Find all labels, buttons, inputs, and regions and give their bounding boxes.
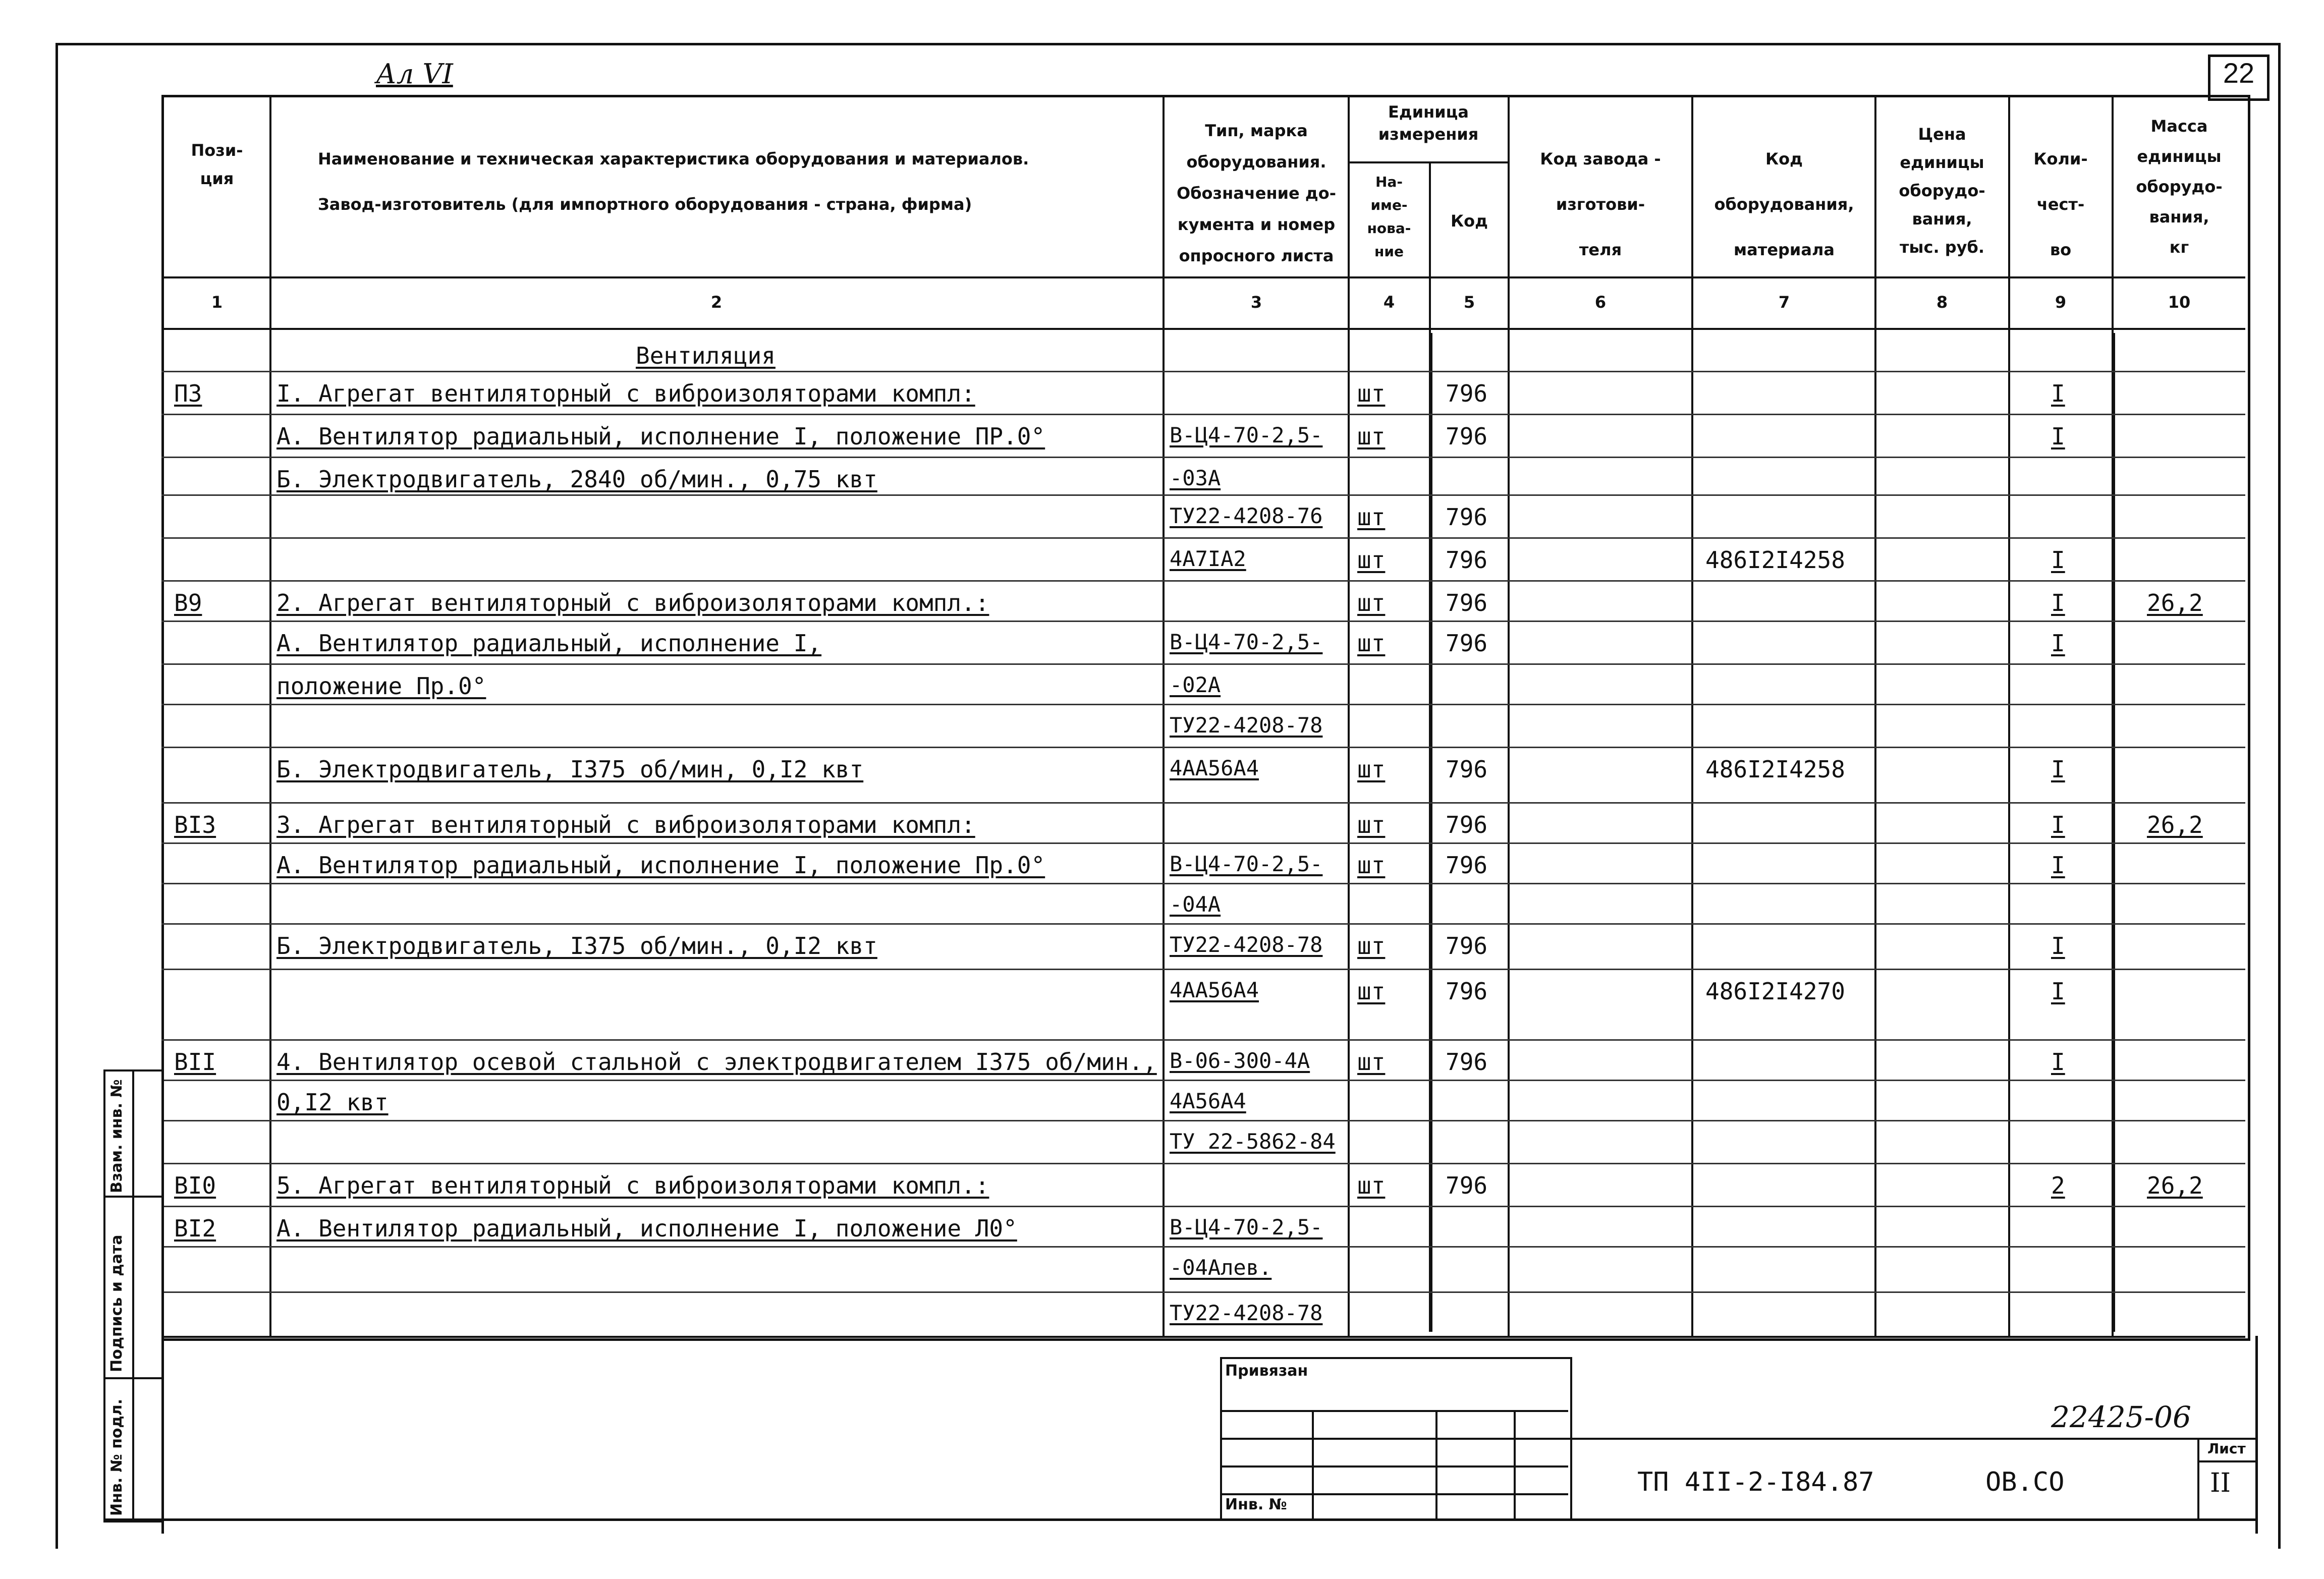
col-number: 5 bbox=[1463, 293, 1475, 312]
cell-pos: П3 bbox=[174, 380, 202, 407]
cell-code: 796 bbox=[1446, 978, 1488, 1005]
col-number: 1 bbox=[211, 293, 223, 312]
cell-unit: шт bbox=[1357, 978, 1386, 1005]
section-title: Вентиляция bbox=[636, 342, 776, 369]
col-number: 7 bbox=[1778, 293, 1790, 312]
cell-name: А. Вентилятор радиальный, исполнение I, положение Л0° bbox=[276, 1215, 1017, 1242]
cell-name: Б. Электродвигатель, I375 об/мин., 0,I2 квт bbox=[276, 932, 877, 960]
cell-type: ТУ 22-5862-84 bbox=[1170, 1129, 1336, 1154]
col-number: 3 bbox=[1250, 293, 1262, 312]
col-number: 6 bbox=[1594, 293, 1607, 312]
doc-code: ТП 4II-2-I84.87 bbox=[1637, 1467, 1874, 1497]
cell-unit: шт bbox=[1357, 630, 1386, 657]
album-mark: Ал VI bbox=[376, 58, 453, 90]
cell-mass: 26,2 bbox=[2147, 589, 2203, 616]
side-label-vzam: Взам. инв. № bbox=[108, 1079, 126, 1193]
cell-qty: I bbox=[2051, 380, 2065, 407]
cell-type: 4А56А4 bbox=[1170, 1089, 1246, 1113]
row-divider bbox=[161, 842, 2245, 844]
cell-qty: 2 bbox=[2051, 1172, 2065, 1199]
cell-name: А. Вентилятор радиальный, исполнение I, положение Пр.0° bbox=[276, 852, 1045, 879]
row-divider bbox=[161, 1163, 2245, 1164]
cell-qty: I bbox=[2051, 630, 2065, 657]
cell-type: -04А bbox=[1170, 892, 1221, 917]
row-divider bbox=[161, 494, 2245, 496]
stamp-tied-label: Привязан bbox=[1225, 1362, 1308, 1380]
cell-type: В-Ц4-70-2,5- bbox=[1170, 1215, 1323, 1239]
row-divider bbox=[161, 969, 2245, 970]
cell-qty: I bbox=[2051, 756, 2065, 783]
row-divider bbox=[161, 704, 2245, 705]
cell-code: 796 bbox=[1446, 852, 1488, 879]
cell-mass: 26,2 bbox=[2147, 1172, 2203, 1199]
row-divider bbox=[161, 883, 2245, 884]
cell-qty: I bbox=[2051, 1048, 2065, 1076]
col-number: 2 bbox=[710, 293, 723, 312]
cell-name: положение Пр.0° bbox=[276, 672, 486, 700]
row-divider bbox=[161, 1080, 2245, 1081]
row-divider bbox=[161, 1291, 2245, 1293]
cell-name: 3. Агрегат вентиляторный с виброизоляторами компл: bbox=[276, 811, 975, 838]
row-divider bbox=[161, 802, 2245, 804]
col8-header: Цена единицы оборудо- вания, тыс. руб. bbox=[1899, 125, 1985, 257]
cell-qty: I bbox=[2051, 932, 2065, 960]
cell-equip: 486I2I4258 bbox=[1705, 756, 1845, 783]
cell-pos: ВI0 bbox=[174, 1172, 216, 1199]
row-divider bbox=[161, 537, 2245, 539]
row-divider bbox=[161, 663, 2245, 665]
cell-code: 796 bbox=[1446, 1172, 1488, 1199]
side-label-inv-podl: Инв. № подл. bbox=[108, 1398, 126, 1516]
cell-unit: шт bbox=[1357, 932, 1386, 960]
cell-unit: шт bbox=[1357, 852, 1386, 879]
cell-qty: I bbox=[2051, 423, 2065, 450]
top-left-frame-line bbox=[56, 43, 2276, 45]
cell-equip: 486I2I4270 bbox=[1705, 978, 1845, 1005]
stamp-inv-label: Инв. № bbox=[1225, 1496, 1287, 1513]
cell-type: ТУ22-4208-78 bbox=[1170, 713, 1323, 738]
unit-header: Единица измерения bbox=[1378, 102, 1479, 144]
sheet-top-number: 22 bbox=[2223, 57, 2255, 89]
cell-type: -02А bbox=[1170, 672, 1221, 697]
cell-code: 796 bbox=[1446, 589, 1488, 616]
col-number: 4 bbox=[1383, 293, 1395, 312]
cell-type: В-06-300-4А bbox=[1170, 1048, 1310, 1073]
sheet-label: Лист bbox=[2207, 1440, 2246, 1457]
cell-unit: шт bbox=[1357, 589, 1386, 616]
cell-type: В-Ц4-70-2,5- bbox=[1170, 630, 1323, 654]
cell-type: 4АА56А4 bbox=[1170, 978, 1259, 1002]
cell-unit: шт bbox=[1357, 756, 1386, 783]
cell-type: ТУ22-4208-78 bbox=[1170, 932, 1323, 957]
col3-header: Тип, марка оборудования. Обозначение до- кумента и номер опросного листа bbox=[1177, 121, 1336, 265]
cell-code: 796 bbox=[1446, 756, 1488, 783]
cell-mass: 26,2 bbox=[2147, 811, 2203, 838]
cell-equip: 486I2I4258 bbox=[1705, 546, 1845, 574]
cell-name: 4. Вентилятор осевой стальной с электродвигателем I375 об/мин., bbox=[276, 1048, 1157, 1076]
cell-name: I. Агрегат вентиляторный с виброизоляторами компл: bbox=[276, 380, 975, 407]
col10-header: Масса единицы оборудо- вания, кг bbox=[2136, 117, 2223, 257]
col-number: 10 bbox=[2168, 293, 2191, 312]
row-divider bbox=[161, 923, 2245, 925]
cell-type: -03А bbox=[1170, 466, 1221, 490]
cell-qty: I bbox=[2051, 852, 2065, 879]
cell-type: В-Ц4-70-2,5- bbox=[1170, 423, 1323, 447]
cell-name: 5. Агрегат вентиляторный с виброизоляторами компл.: bbox=[276, 1172, 989, 1199]
cell-type: 4АА56А4 bbox=[1170, 756, 1259, 780]
row-divider bbox=[161, 1039, 2245, 1041]
row-divider bbox=[161, 457, 2245, 458]
cell-type: -04Алев. bbox=[1170, 1255, 1272, 1280]
cell-qty: I bbox=[2051, 589, 2065, 616]
row-divider bbox=[161, 1120, 2245, 1121]
col1-header: Пози- ция bbox=[191, 141, 243, 188]
cell-code: 796 bbox=[1446, 811, 1488, 838]
cell-unit: шт bbox=[1357, 546, 1386, 574]
sheet-number: II bbox=[2210, 1468, 2231, 1498]
col5-header: Код bbox=[1451, 211, 1488, 231]
cell-unit: шт bbox=[1357, 503, 1386, 531]
cell-qty: I bbox=[2051, 811, 2065, 838]
col2-header: Наименование и техническая характеристика оборудования и материалов. Завод-изготовитель (для импортного оборудования - страна, фирма) bbox=[318, 149, 1029, 214]
cell-code: 796 bbox=[1446, 1048, 1488, 1076]
col4-header: На- име- нова- ние bbox=[1367, 174, 1411, 260]
cell-name: А. Вентилятор радиальный, исполнение I, положение ПР.0° bbox=[276, 423, 1045, 450]
cell-name: Б. Электродвигатель, 2840 об/мин., 0,75 квт bbox=[276, 466, 877, 493]
row-divider bbox=[161, 371, 2245, 372]
row-divider bbox=[161, 747, 2245, 748]
row-divider bbox=[161, 621, 2245, 622]
cell-code: 796 bbox=[1446, 546, 1488, 574]
cell-type: В-Ц4-70-2,5- bbox=[1170, 852, 1323, 876]
col6-header: Код завода - изготови- теля bbox=[1540, 149, 1661, 259]
cell-code: 796 bbox=[1446, 932, 1488, 960]
cell-type: ТУ22-4208-76 bbox=[1170, 503, 1323, 528]
cell-type: 4А7IА2 bbox=[1170, 546, 1246, 571]
col7-header: Код оборудования, материала bbox=[1714, 149, 1854, 259]
handwritten-number: 22425-06 bbox=[2051, 1400, 2191, 1434]
section-code: ОВ.СО bbox=[1985, 1467, 2065, 1497]
cell-qty: I bbox=[2051, 546, 2065, 574]
cell-name: Б. Электродвигатель, I375 об/мин, 0,I2 квт bbox=[276, 756, 864, 783]
cell-unit: шт bbox=[1357, 380, 1386, 407]
col-number: 9 bbox=[2055, 293, 2067, 312]
col-number: 8 bbox=[1936, 293, 1948, 312]
row-divider bbox=[161, 414, 2245, 415]
bottom-frame-line bbox=[103, 1518, 2258, 1521]
cell-pos: ВI2 bbox=[174, 1215, 216, 1242]
cell-code: 796 bbox=[1446, 423, 1488, 450]
cell-code: 796 bbox=[1446, 630, 1488, 657]
cell-name: 2. Агрегат вентиляторный с виброизоляторами компл.: bbox=[276, 589, 989, 616]
cell-name: 0,I2 квт bbox=[276, 1089, 389, 1116]
cell-name: А. Вентилятор радиальный, исполнение I, bbox=[276, 630, 822, 657]
row-divider bbox=[161, 1246, 2245, 1248]
row-divider bbox=[161, 580, 2245, 582]
cell-code: 796 bbox=[1446, 503, 1488, 531]
cell-type: ТУ22-4208-78 bbox=[1170, 1301, 1323, 1325]
cell-unit: шт bbox=[1357, 1048, 1386, 1076]
cell-pos: В9 bbox=[174, 589, 202, 616]
row-divider bbox=[161, 1206, 2245, 1207]
cell-code: 796 bbox=[1446, 380, 1488, 407]
cell-unit: шт bbox=[1357, 423, 1386, 450]
cell-pos: ВI3 bbox=[174, 811, 216, 838]
cell-unit: шт bbox=[1357, 1172, 1386, 1199]
side-label-signature: Подпись и дата bbox=[108, 1234, 126, 1372]
cell-pos: ВII bbox=[174, 1048, 216, 1076]
cell-unit: шт bbox=[1357, 811, 1386, 838]
cell-qty: I bbox=[2051, 978, 2065, 1005]
col9-header: Коли- чест- во bbox=[2033, 149, 2088, 259]
